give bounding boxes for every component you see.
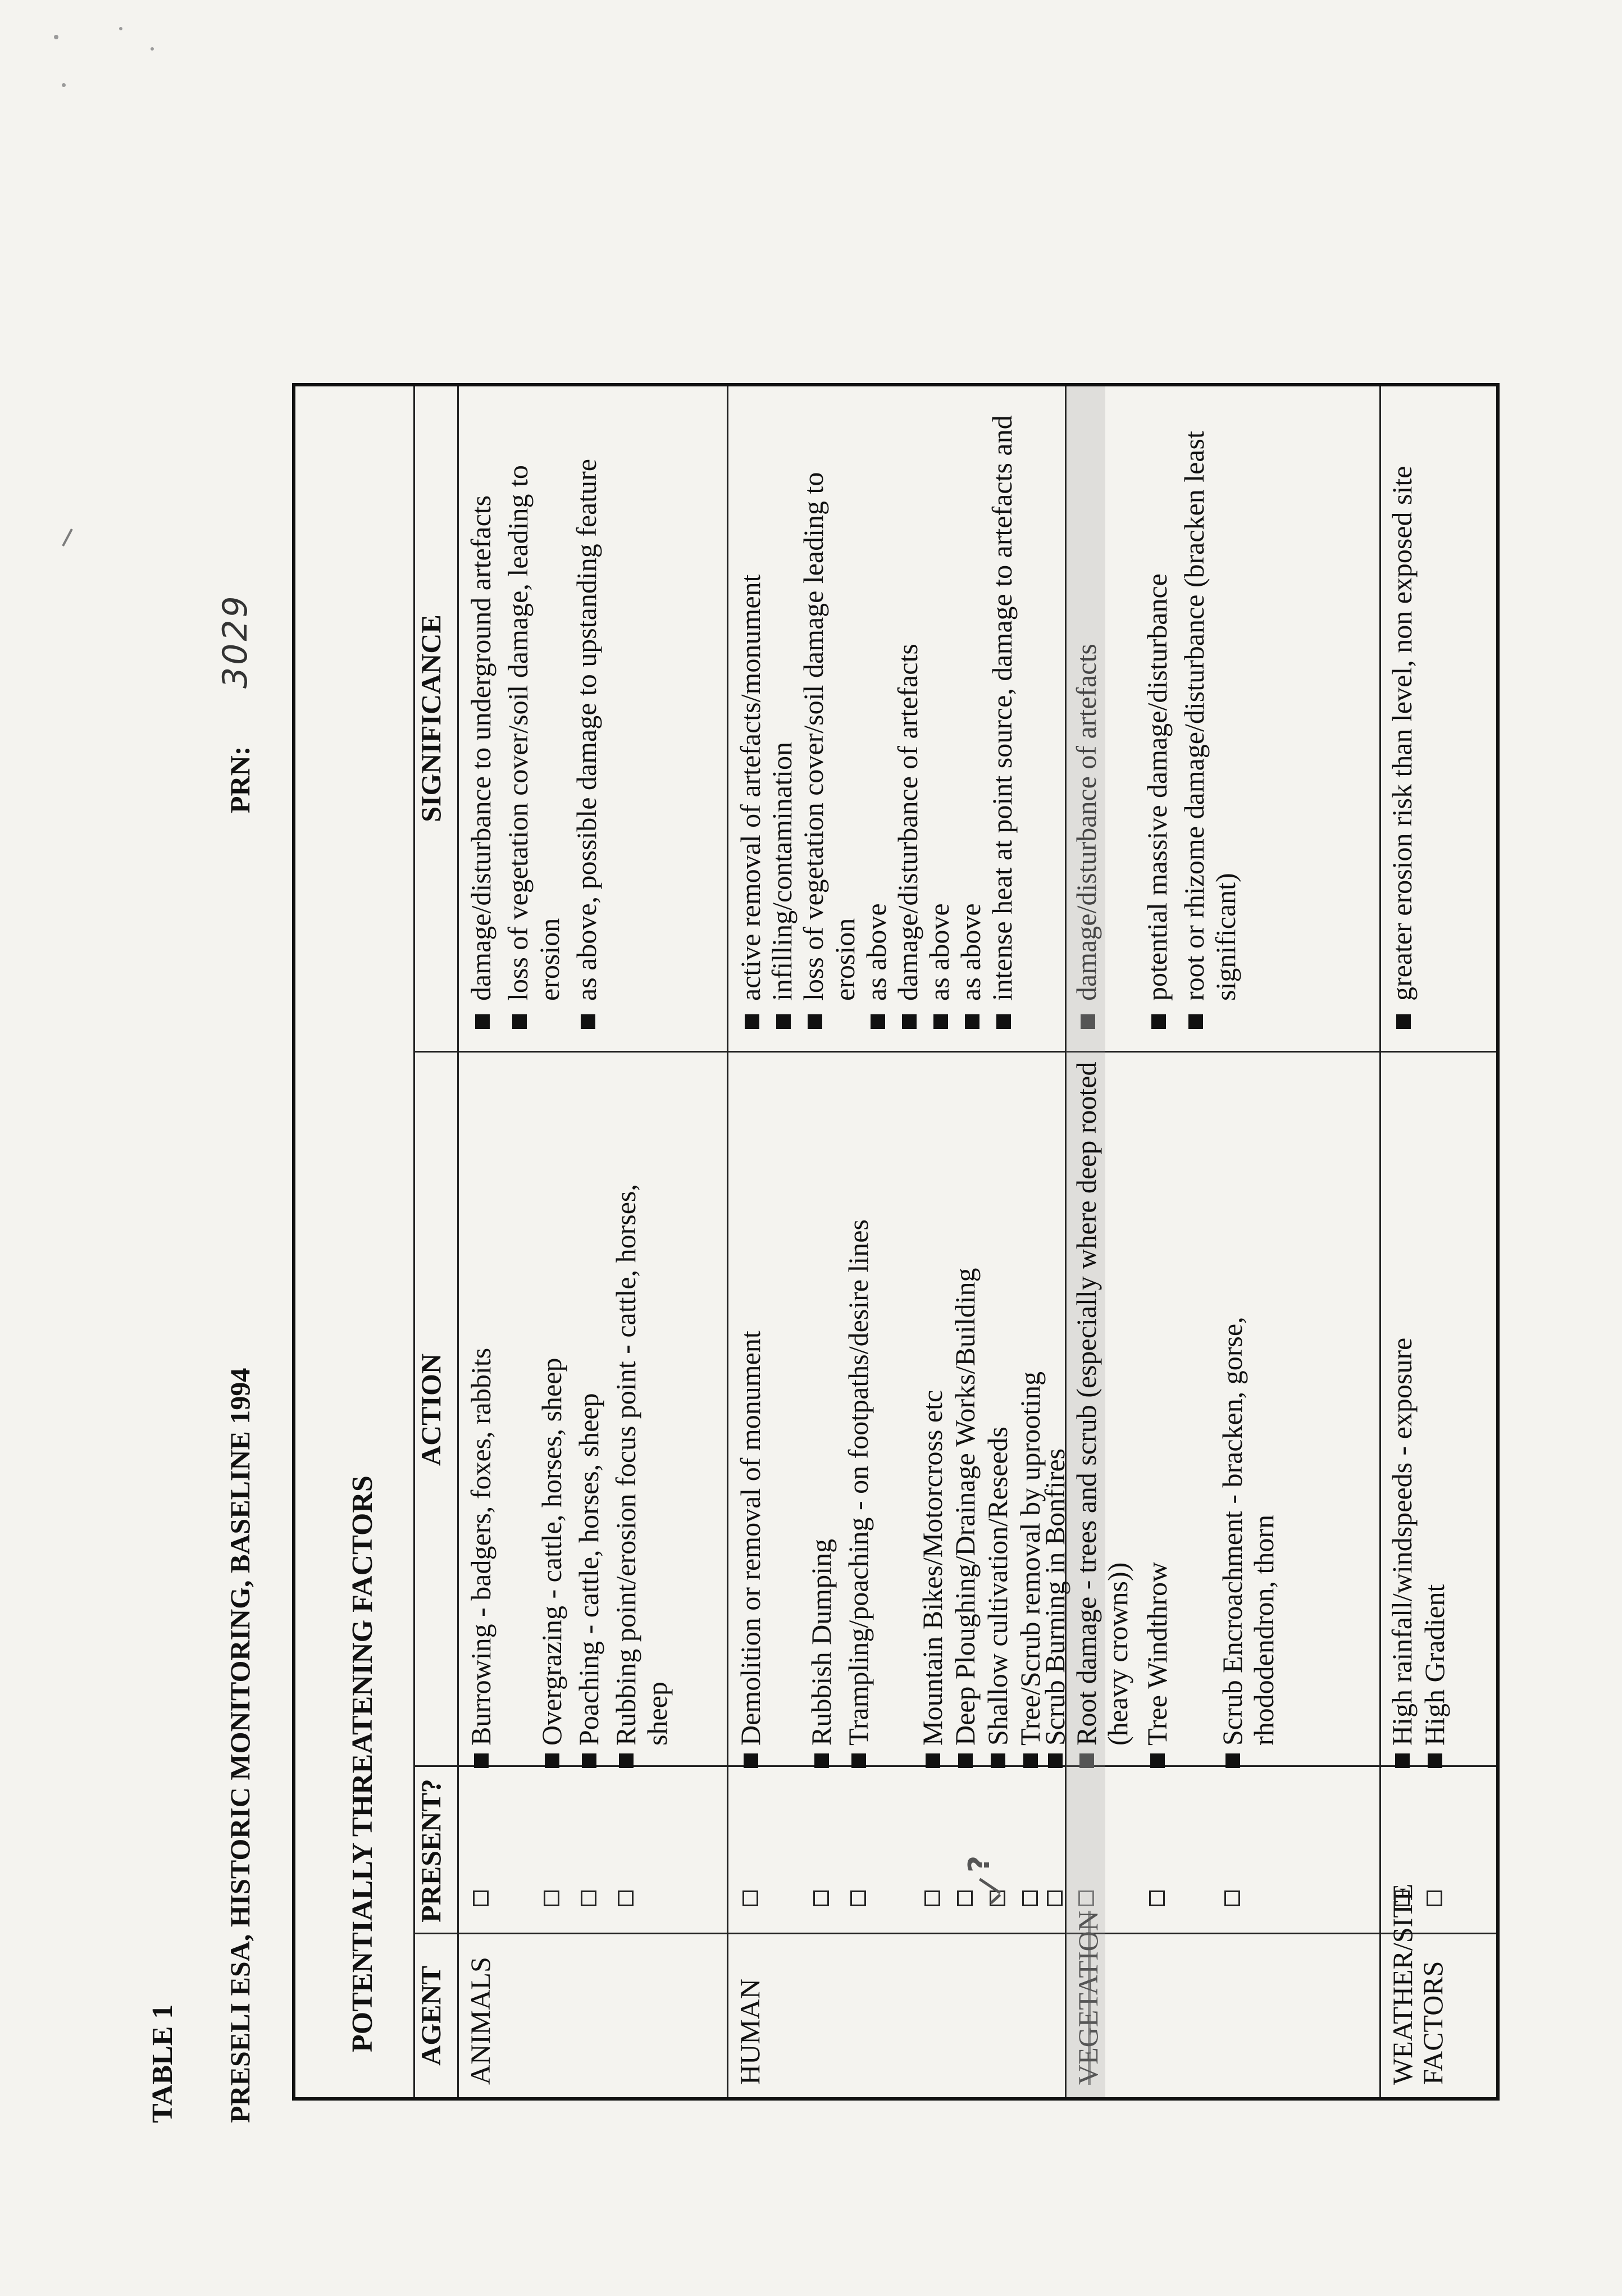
present-checkbox[interactable] [1078, 1890, 1094, 1906]
present-checkbox[interactable] [1224, 1890, 1240, 1906]
present-checkbox[interactable] [957, 1890, 973, 1906]
document-title: PRESELI ESA, HISTORIC MONITORING, BASELINE 1994 [224, 1368, 256, 2123]
action-text: Deep Ploughing/Drainage Works/Building [949, 1268, 981, 1746]
agent-label: ANIMALS [464, 1957, 496, 2085]
bullet [808, 1014, 822, 1029]
action-text: Burrowing - badgers, foxes, rabbits [465, 1347, 496, 1746]
bullet [1188, 1014, 1203, 1029]
significance-item: loss of vegetation cover/soil damage, leading to erosion [502, 393, 565, 1036]
action-text: Root damage - trees and scrub (especially where deep rooted (heavy crowns)) [1070, 1062, 1133, 1746]
section-human [729, 386, 1070, 2097]
significance-item: damage/disturbance to underground artefacts [465, 393, 496, 1036]
bullet [581, 1014, 595, 1029]
present-checkbox[interactable] [544, 1890, 559, 1906]
present-checkbox[interactable] [924, 1890, 940, 1906]
action-text: Scrub Burning in Bonfires [1039, 1448, 1070, 1746]
significance-list [1070, 393, 1241, 1036]
present-checkbox[interactable] [473, 1890, 489, 1906]
bullet [996, 1014, 1011, 1029]
bullet [1023, 1753, 1038, 1768]
bullet [991, 1753, 1005, 1768]
agent-label: VEGETATION [1072, 1911, 1104, 2085]
column-header-present: PRESENT? [415, 1779, 446, 1923]
significance-item: damage/disturbance of artefacts [892, 393, 923, 1036]
bullet [926, 1753, 940, 1768]
action-text: Overgrazing - cattle, horses, sheep [536, 1357, 567, 1746]
bullet [871, 1014, 885, 1029]
bullet [965, 1014, 979, 1029]
bullet [512, 1014, 527, 1029]
significance-list [1386, 393, 1418, 1036]
table-rule [1379, 386, 1381, 2097]
bullet [1081, 1014, 1095, 1029]
significance-item: damage/disturbance of artefacts [1070, 393, 1102, 1036]
bullet [1151, 1014, 1166, 1029]
bullet [1079, 1753, 1094, 1768]
column-header-significance: SIGNIFICANCE [415, 614, 446, 822]
handwritten-check-mark [983, 1875, 1008, 1908]
prn-handwritten-value: 3029 [216, 594, 255, 689]
action-text: Rubbing point/erosion focus point - cattle, horses, sheep [610, 1184, 673, 1746]
bullet [933, 1014, 948, 1029]
significance-item: loss of vegetation cover/soil damage leading to erosion [798, 393, 860, 1036]
table-number: TABLE 1 [147, 2004, 179, 2123]
action-text: Poaching - cattle, horses, sheep [573, 1393, 604, 1746]
present-checkbox[interactable] [850, 1890, 866, 1906]
significance-item: intense heat at point source, damage to artefacts and [986, 393, 1018, 1036]
significance-item: as above [860, 393, 892, 1036]
significance-item: as above [955, 393, 986, 1036]
threatening-factors-table [292, 383, 1500, 2101]
action-text: Tree Windthrow [1141, 1561, 1173, 1746]
bullet [1395, 1753, 1410, 1768]
present-checkbox[interactable] [581, 1890, 596, 1906]
significance-item: greater erosion risk than level, non exposed site [1386, 393, 1418, 1036]
significance-item: potential massive damage/disturbance [1141, 393, 1173, 1036]
bullet [1396, 1014, 1411, 1029]
significance-item: active removal of artefacts/monument [735, 393, 766, 1036]
handwritten-question-mark: ? [963, 1855, 996, 1873]
section-animals [459, 386, 727, 2097]
present-checkbox[interactable] [1149, 1890, 1165, 1906]
significance-item: root or rhizome damage/disturbance (bracken least significant) [1178, 393, 1241, 1036]
significance-item: as above [923, 393, 955, 1036]
action-text: Mountain Bikes/Motorcross etc [917, 1390, 948, 1746]
bullet [902, 1014, 917, 1029]
bullet [474, 1753, 489, 1768]
significance-item: as above, possible damage to upstanding feature [571, 393, 602, 1036]
bullet [1225, 1753, 1240, 1768]
section-vegetation [1067, 386, 1379, 2097]
action-text: Scrub Encroachment - bracken, gorse, rhododendron, thorn [1216, 1316, 1279, 1746]
column-header-action: ACTION [415, 1353, 446, 1466]
action-text: Demolition or removal of monument [735, 1331, 766, 1746]
bullet [1150, 1753, 1165, 1768]
bullet [814, 1753, 829, 1768]
significance-list [465, 393, 602, 1036]
action-text: Tree/Scrub removal by uprooting [1014, 1371, 1046, 1746]
significance-list [735, 393, 1018, 1036]
table-title: POTENTIALLY THREATENING FACTORS [347, 1475, 379, 2052]
bullet [545, 1753, 559, 1768]
present-checkbox[interactable] [1047, 1890, 1063, 1906]
action-text: Rubbish Dumping [805, 1538, 837, 1746]
table-rule [727, 386, 728, 2097]
bullet [958, 1753, 973, 1768]
column-header-agent: AGENT [415, 1966, 446, 2066]
bullet [1048, 1753, 1063, 1768]
present-checkbox[interactable] [1427, 1890, 1442, 1906]
present-checkbox[interactable] [1022, 1890, 1038, 1906]
bullet [619, 1753, 634, 1768]
bullet [744, 1753, 758, 1768]
bullet [745, 1014, 759, 1029]
bullet [582, 1753, 596, 1768]
present-checkbox[interactable] [742, 1890, 758, 1906]
present-checkbox[interactable] [618, 1890, 634, 1906]
significance-item: infilling/contamination [766, 393, 798, 1036]
agent-label: WEATHER/SITE FACTORS [1387, 1883, 1448, 2085]
bullet [1428, 1753, 1442, 1768]
action-text: Shallow cultivation/Reseeds [982, 1427, 1013, 1746]
present-checkbox[interactable] [1394, 1890, 1410, 1906]
prn-label: PRN: [224, 746, 256, 813]
section-weather-site-factors [1382, 386, 1500, 2097]
table-rule [457, 386, 459, 2097]
bullet [475, 1014, 490, 1029]
action-text: Trampling/poaching - on footpaths/desire lines [842, 1219, 874, 1746]
bullet [851, 1753, 866, 1768]
bullet [776, 1014, 791, 1029]
action-text: High Gradient [1419, 1584, 1450, 1746]
present-checkbox[interactable] [813, 1890, 829, 1906]
agent-label: HUMAN [734, 1979, 766, 2085]
action-text: High rainfall/windspeeds - exposure [1386, 1337, 1418, 1746]
